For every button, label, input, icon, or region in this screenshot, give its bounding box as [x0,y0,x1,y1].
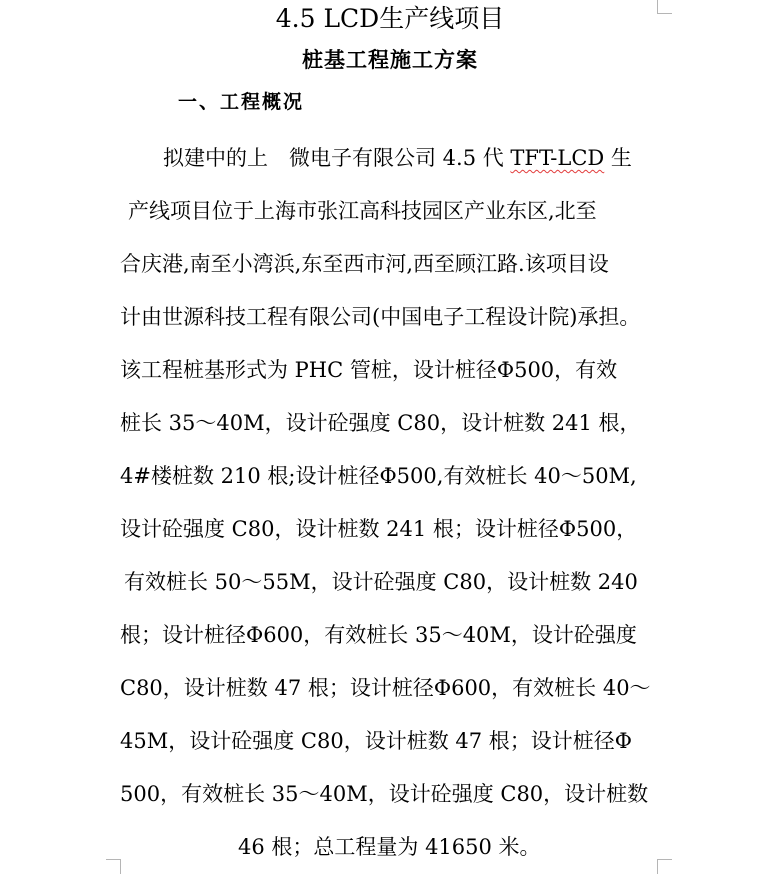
paragraph-line-4: 计由世源科技工程有限公司(中国电子工程设计院)承担。 [120,305,641,329]
paragraph-line-6: 桩长 35～40M，设计砼强度 C80，设计桩数 241 根， [120,411,641,435]
spellcheck-flagged-term: TFT-LCD [510,146,605,170]
crop-mark-bottom-right [657,859,672,874]
paragraph-line-1-text: 拟建中的上 微电子有限公司 4.5 代 [163,146,511,170]
paragraph-line-9: 有效桩长 50～55M，设计砼强度 C80，设计桩数 240 [124,570,638,594]
paragraph-line-1 [163,143,632,173]
paragraph-line-14: 46 根；总工程量为 41650 米。 [238,835,541,859]
crop-mark-bottom-left [106,859,121,874]
paragraph-line-5: 该工程桩基形式为 PHC 管桩，设计桩径Φ500，有效 [120,358,618,382]
paragraph-line-2: 产线项目位于上海市张江高科技园区产业东区,北至 [128,199,597,223]
paragraph-line-3: 合庆港,南至小湾浜,东至西市河,西至顾江路.该项目设 [120,252,609,276]
paragraph-line-10: 根；设计桩径Φ600，有效桩长 35～40M，设计砼强度 [120,623,637,647]
document-title: 4.5 LCD生产线项目 [275,4,505,33]
document-subtitle: 桩基工程施工方案 [302,48,478,72]
paragraph-line-8: 设计砼强度 C80，设计桩数 241 根；设计桩径Φ500， [120,517,638,541]
paragraph-line-12: 45M，设计砼强度 C80，设计桩数 47 根；设计桩径Φ [120,729,632,753]
paragraph-line-7: 4#楼桩数 210 根;设计桩径Φ500,有效桩长 40～50M, [120,464,637,488]
section-heading: 一、工程概况 [178,91,305,113]
paragraph-line-1-tail: 生 [604,146,632,170]
paragraph-line-11: C80，设计桩数 47 根；设计桩径Φ600，有效桩长 40～ [120,676,651,700]
paragraph-line-13: 500，有效桩长 35～40M，设计砼强度 C80，设计桩数 [120,782,649,806]
